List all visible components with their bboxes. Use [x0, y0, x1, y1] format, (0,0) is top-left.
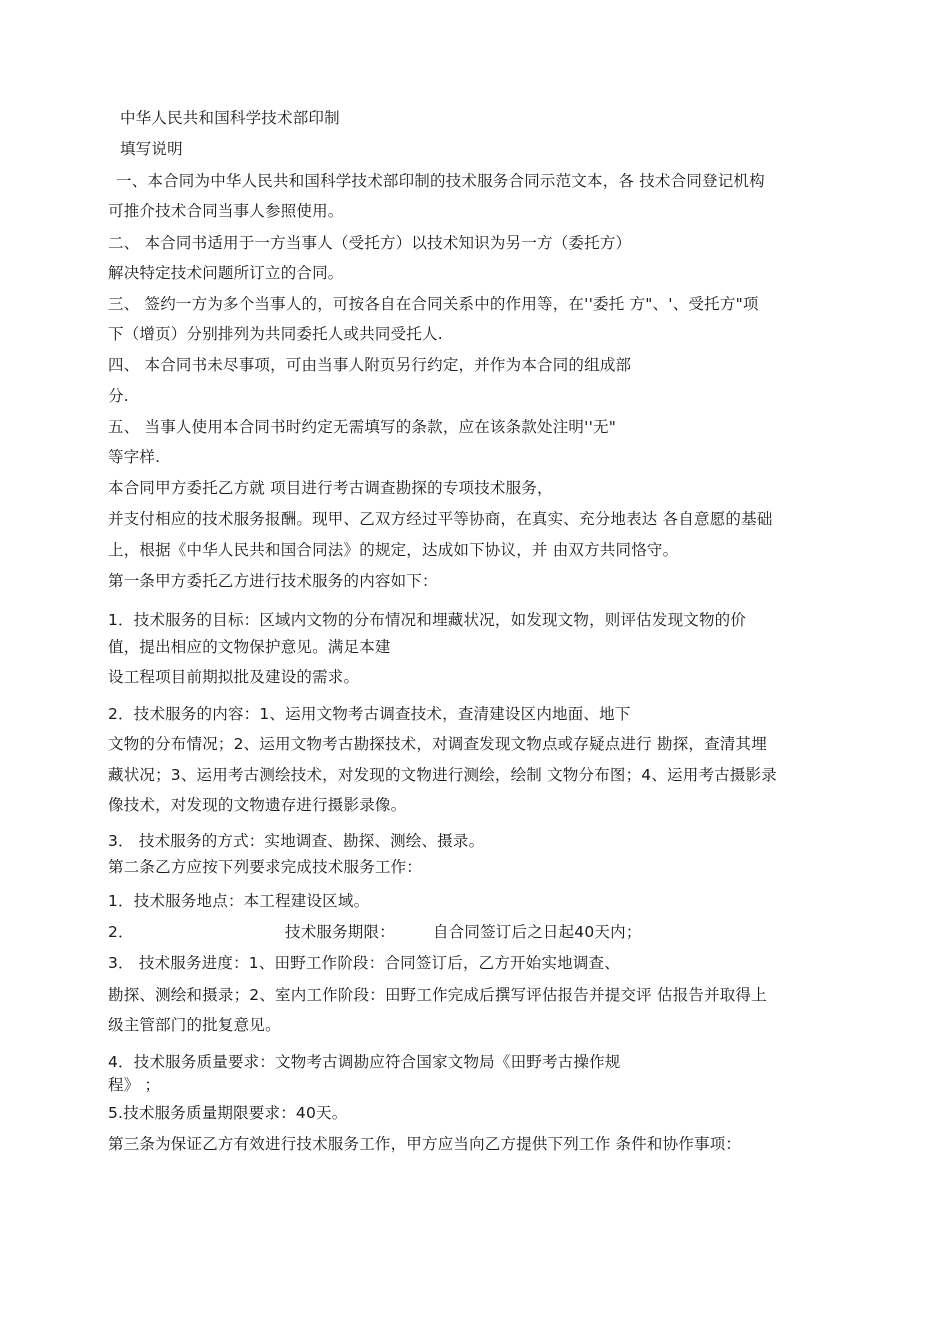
article-1-item-3: 3． 技术服务的方式：实地调查、勘探、测绘、摄录。 [108, 832, 485, 850]
instruction-item-2: 二、 本合同书适用于一方当事人（受托方）以技术知识为另一方（委托方） [108, 234, 632, 252]
instruction-item-5: 五、 当事人使用本合同书时约定无需填写的条款，应在该条款处注明''无" [108, 418, 617, 436]
article-2-item-3-cont: 级主管部门的批复意见。 [108, 1016, 281, 1034]
preamble-line: 并支付相应的技术服务报酬。现甲、乙双方经过平等协商，在真实、充分地表达 各自意愿的基础 [108, 510, 773, 528]
article-1-item-1: 1．技术服务的目标：区域内文物的分布情况和埋藏状况，如发现文物，则评估发现文物的价 [108, 611, 747, 629]
article-1-item-1-cont: 设工程项目前期拟批及建设的需求。 [108, 668, 360, 686]
article-2-item-3: 3． 技术服务进度：1、田野工作阶段：合同签订后，乙方开始实地调查、 [108, 954, 620, 972]
instruction-item-1: 一、本合同为中华人民共和国科学技术部印制的技术服务合同示范文本，各 技术合同登记机构 [116, 172, 765, 190]
instruction-item-3: 三、 签约一方为多个当事人的，可按各自在合同关系中的作用等，在''委托 方"、'、受托方"项 [108, 295, 759, 313]
article-2-title: 第二条乙方应按下列要求完成技术服务工作： [108, 858, 423, 876]
instruction-item-3-cont: 下（增页）分别排列为共同委托人或共同受托人. [108, 325, 443, 343]
article-2-item-4-cont: 程》 ； [108, 1076, 161, 1094]
article-2-item-2-value: 自合同签订后之日起40天内； [433, 923, 642, 941]
article-1-item-2: 2．技术服务的内容：1、运用文物考古调查技术，查清建设区内地面、地下 [108, 705, 631, 723]
article-1-item-2-cont: 像技术，对发现的文物遗存进行摄影录像。 [108, 796, 407, 814]
instruction-item-4: 四、 本合同书未尽事项，可由当事人附页另行约定，并作为本合同的组成部 [108, 356, 632, 374]
article-2-item-3-cont: 勘探、测绘和摄录；2、室内工作阶段：田野工作完成后撰写评估报告并提交评 估报告并取得上 [108, 986, 767, 1004]
article-1-item-2-cont: 藏状况；3、运用考古测绘技术，对发现的文物进行测绘，绘制 文物分布图；4、运用考古摄影录 [108, 766, 777, 784]
preamble-line: 上，根据《中华人民共和国合同法》的规定，达成如下协议，并 由双方共同恪守。 [108, 541, 679, 559]
instruction-item-1-cont: 可推介技术合同当事人参照使用。 [108, 202, 344, 220]
article-2-item-4: 4．技术服务质量要求：文物考古调勘应符合国家文物局《田野考古操作规 [108, 1053, 621, 1071]
instruction-item-2-cont: 解决特定技术问题所订立的合同。 [108, 264, 344, 282]
article-2-item-2-number: 2． [108, 923, 134, 941]
article-2-item-5: 5.技术服务质量期限要求：40天。 [108, 1104, 348, 1122]
preamble-line: 本合同甲方委托乙方就 项目进行考古调查勘探的专项技术服务， [108, 479, 553, 497]
article-3-title: 第三条为保证乙方有效进行技术服务工作，甲方应当向乙方提供下列工作 条件和协作事项： [108, 1135, 742, 1153]
org-line: 中华人民共和国科学技术部印制 [120, 109, 340, 127]
article-2-item-2-label: 技术服务期限： [285, 923, 395, 941]
instruction-item-5-cont: 等字样. [108, 448, 161, 466]
instruction-item-4-cont: 分. [108, 387, 129, 405]
article-1-item-2-cont: 文物的分布情况；2、运用文物考古勘探技术，对调查发现文物点或存疑点进行 勘探，查清其埋 [108, 735, 767, 753]
article-1-item-1-cont: 值，提出相应的文物保护意见。满足本建 [108, 638, 391, 656]
article-2-item-1: 1．技术服务地点：本工程建设区域。 [108, 892, 370, 910]
instructions-title: 填写说明 [120, 140, 183, 158]
article-1-title: 第一条甲方委托乙方进行技术服务的内容如下： [108, 572, 438, 590]
